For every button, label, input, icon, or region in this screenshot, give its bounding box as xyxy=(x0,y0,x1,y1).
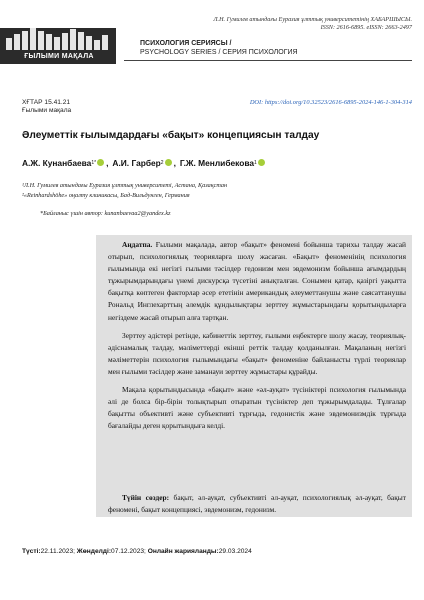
publication-info xyxy=(136,16,412,32)
author-superscript: 2 xyxy=(160,160,164,166)
author-name: Г.Ж. Менлибекова xyxy=(179,158,255,168)
article-meta xyxy=(22,99,71,115)
series-en-ru: PSYCHOLOGY SERIES / СЕРИЯ ПСИХОЛОГИЯ xyxy=(140,49,298,56)
series-kz: ПСИХОЛОГИЯ СЕРИЯСЫ / xyxy=(140,40,232,47)
author-superscript: 1* xyxy=(91,160,97,166)
orcid-icon[interactable] xyxy=(165,159,172,166)
keywords-label: Түйін сөздер: xyxy=(122,493,170,502)
article-type: Ғылыми мақала xyxy=(22,107,72,114)
abstract-label: Аңдатпа. xyxy=(122,240,153,249)
affiliation-1: ¹Л.Н. Гумилев атындағы Еуразия ұлттық университеті, Астана, Қазақстан xyxy=(22,182,228,189)
affiliation-2: ²«Reinhardshöhe» оңалту клиникасы, Бад-Вильдунген, Германия xyxy=(22,191,190,199)
irsti-code: ХҒТАР 15.41.21 xyxy=(22,99,71,106)
abstract-paragraph-1: Аңдатпа. Ғылыми мақалада, автор «бақыт» феномені бойынша тарихы талдау жасай отырып, психологиялық теорияларға шолу жасаған. «Бақыт» феноменінің психология ғылымында екі негізгі ғылыми тәсілдер гедонизм мен эвдемонизм бойынша ағымдардың тұжырымдарындағы үнемі дискурсқа түсетіні анықталған. Сонымен қатар, қазіргі уақытта бақытқа көптеген факторлар әсер ететінін американдық әлеуметтанушы және саясаттанушы Рональд Инглехарттың әлемдік құндылықтары зерттеу жұмыстарындағы қорытындыларға негіздеме жасай отырып алға тартқан. xyxy=(108,240,406,322)
journal-logo xyxy=(0,28,116,64)
author-name: А.И. Гарбер xyxy=(112,158,161,168)
orcid-icon[interactable] xyxy=(258,159,265,166)
article-dates: Түсті:22.11.2023; Жөнделді:07.12.2023; Онлайн жарияланды:29.03.2024 xyxy=(22,548,252,555)
affiliations xyxy=(22,181,412,200)
header-rule xyxy=(124,60,412,61)
author-list: А.Ж. Кунанбаева 1* , А.И. Гарбер 2 , Г.Ж. Менлибекова 1 xyxy=(22,158,412,168)
orcid-icon[interactable] xyxy=(97,159,104,166)
abstract-paragraph-2: Зерттеу әдістері ретінде, кабинеттік зерттеу, ғылыми еңбектерге шолу жасау, теориялық-әдіснамалық талдау, мәліметтерді екінші реттік талдау қолданылған. Мақаланың негізгі мәліметтерін психология ғылымындағы «бақыт» феноменіне байланысты түрлі теориялар мен ғылыми тәсілдер және заманауи зерттеу жұмыстары құрайды. xyxy=(108,330,406,376)
corresponding-email: *Байланыс үшін автор: kunanbaevaa2@yandex.kz xyxy=(40,210,171,217)
doi-link[interactable]: DOI: https://doi.org/10.32523/2616-6895-2024-146-1-304-314 xyxy=(249,99,412,106)
article-type-banner: ҒЫЛЫМИ МАҚАЛА xyxy=(24,53,94,60)
abstract-text xyxy=(108,239,406,438)
author-name: А.Ж. Кунанбаева xyxy=(22,158,92,168)
series-title xyxy=(140,39,360,57)
journal-name: Л.Н. Гумилев атындағы Еуразия ұлттық университетінің ХАБАРШЫСЫ. xyxy=(213,16,412,23)
keywords-text: бақыт, әл-ауқат, субъективті әл-ауқат, психологиялық әл-ауқат, бақыт феномені, бақыт концепциясі, эвдемонизм, гедонизм. xyxy=(108,493,406,515)
article-title: Әлеуметтік ғылымдардағы «бақыт» концепциясын талдау xyxy=(22,130,320,141)
logo-building-graphic xyxy=(0,28,116,50)
abstract-paragraph-3: Мақала қорытындысында «бақыт» және «әл-ауқат» түсініктері психология ғылымында әлі де болса бір-бірін толықтырып отыратын түсініктер деп тұжырымдалады. Тұлғалар бақытты объективті және субъективті тұрғыда, гедонистік және эвдемонизмдік тұрғыда бағалайды деген қорытындыға келді. xyxy=(108,385,406,431)
journal-header xyxy=(0,0,424,68)
author-superscript: 1 xyxy=(254,160,257,166)
keywords xyxy=(108,492,406,516)
issn-line: ISSN: 2616-6895. eISSN: 2663-2497 xyxy=(320,24,412,31)
